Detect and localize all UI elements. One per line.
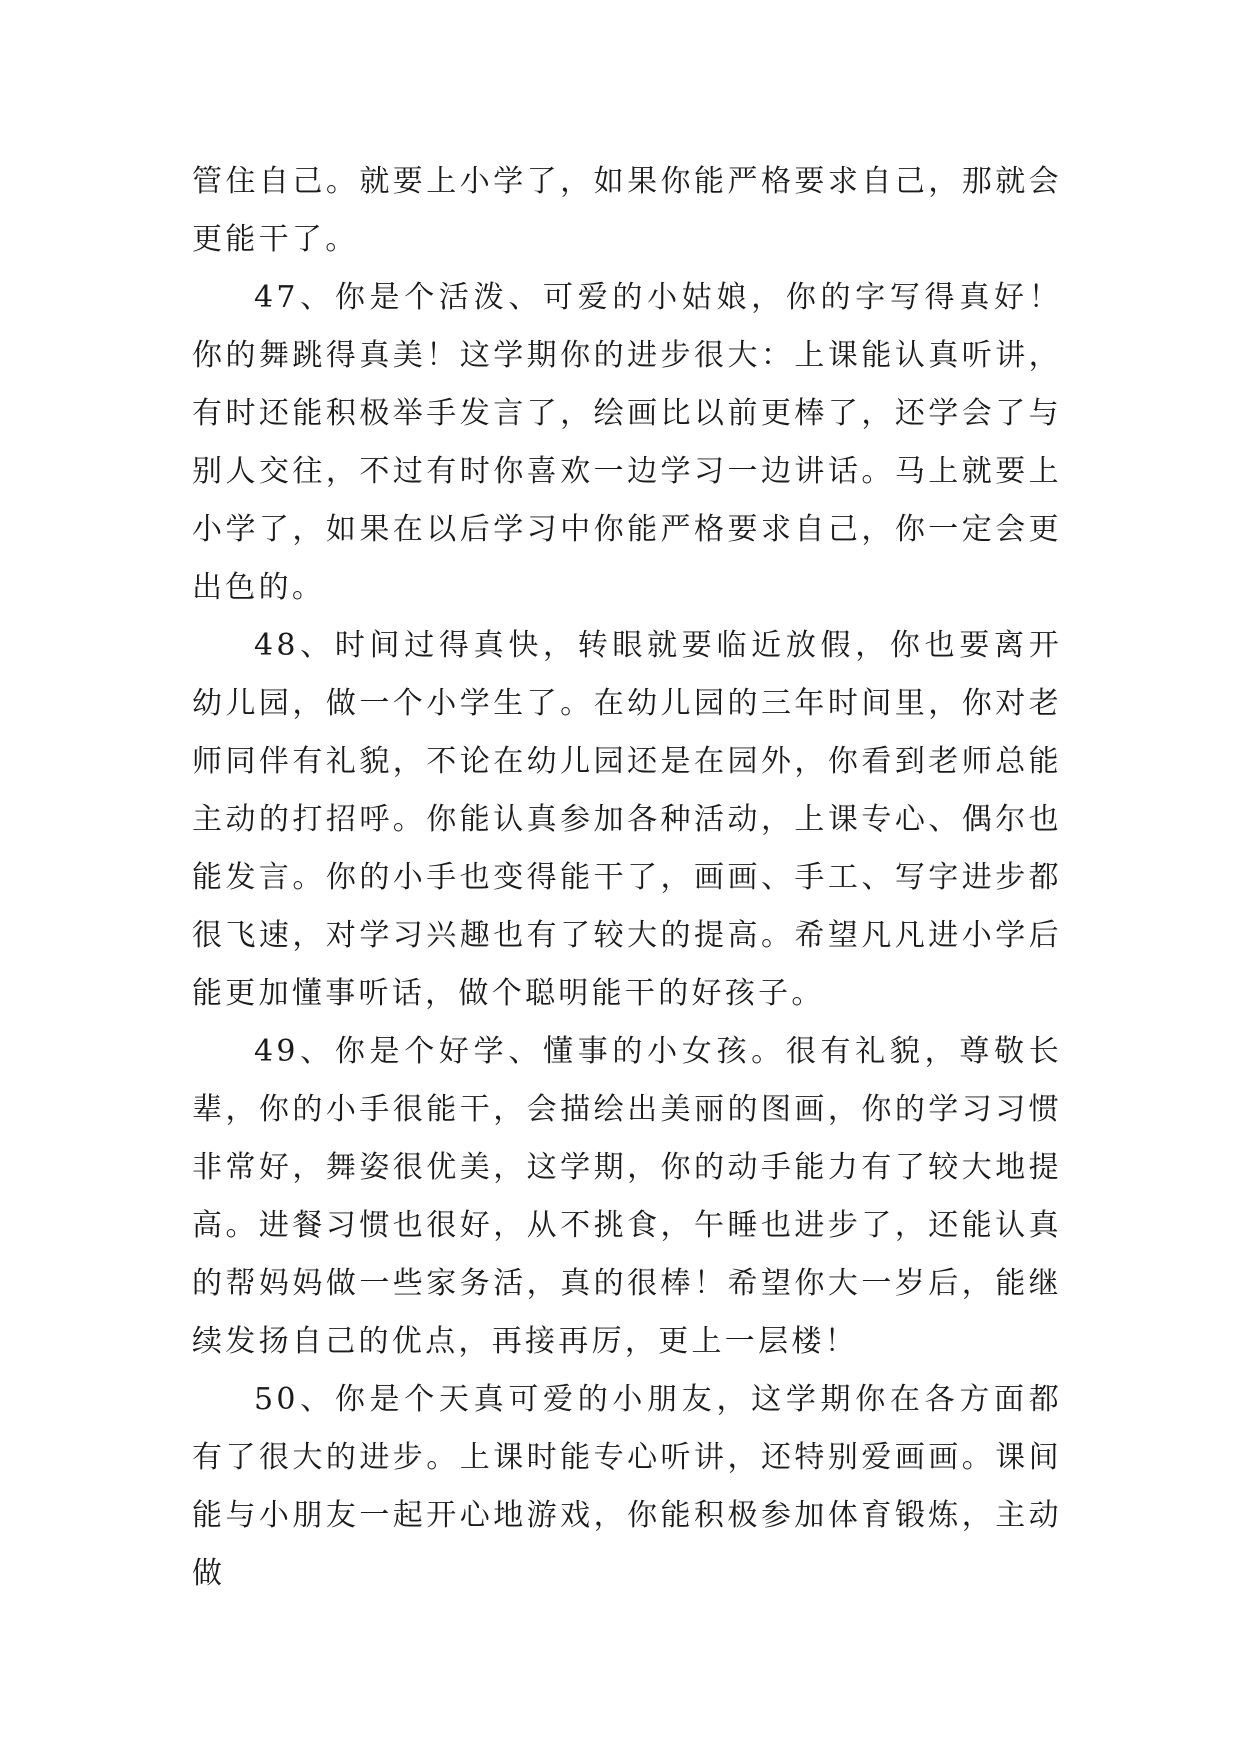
paragraph-continuation: 管住自己。就要上小学了，如果你能严格要求自己，那就会更能干了。 bbox=[192, 164, 1062, 257]
paragraph-comment-50: 50、你是个天真可爱的小朋友，这学期你在各方面都有了很大的进步。上课时能专心听讲，还特别爱画画。课间能与小朋友一起开心地游戏，你能积极参加体育锻炼，主动做 bbox=[192, 1382, 1062, 1591]
document-body bbox=[192, 153, 1062, 1603]
paragraph-comment-49: 49、你是个好学、懂事的小女孩。很有礼貌，尊敬长辈，你的小手很能干，会描绘出美丽的图画，你的学习习惯非常好，舞姿很优美，这学期，你的动手能力有了较大地提高。进餐习惯也很好，从不挑食，午睡也进步了，还能认真的帮妈妈做一些家务活，真的很棒！希望你大一岁后，能继续发扬自己的优点，再接再厉，更上一层楼！ bbox=[192, 1034, 1062, 1359]
paragraph-comment-47: 47、你是个活泼、可爱的小姑娘，你的字写得真好！你的舞跳得真美！这学期你的进步很大：上课能认真听讲，有时还能积极举手发言了，绘画比以前更棒了，还学会了与别人交往，不过有时你喜欢一边学习一边讲话。马上就要上小学了，如果在以后学习中你能严格要求自己，你一定会更出色的。 bbox=[192, 280, 1062, 605]
paragraph-comment-48: 48、时间过得真快，转眼就要临近放假，你也要离开幼儿园，做一个小学生了。在幼儿园的三年时间里，你对老师同伴有礼貌，不论在幼儿园还是在园外，你看到老师总能主动的打招呼。你能认真参加各种活动，上课专心、偶尔也能发言。你的小手也变得能干了，画画、手工、写字进步都很飞速，对学习兴趣也有了较大的提高。希望凡凡进小学后能更加懂事听话，做个聪明能干的好孩子。 bbox=[192, 628, 1062, 1011]
